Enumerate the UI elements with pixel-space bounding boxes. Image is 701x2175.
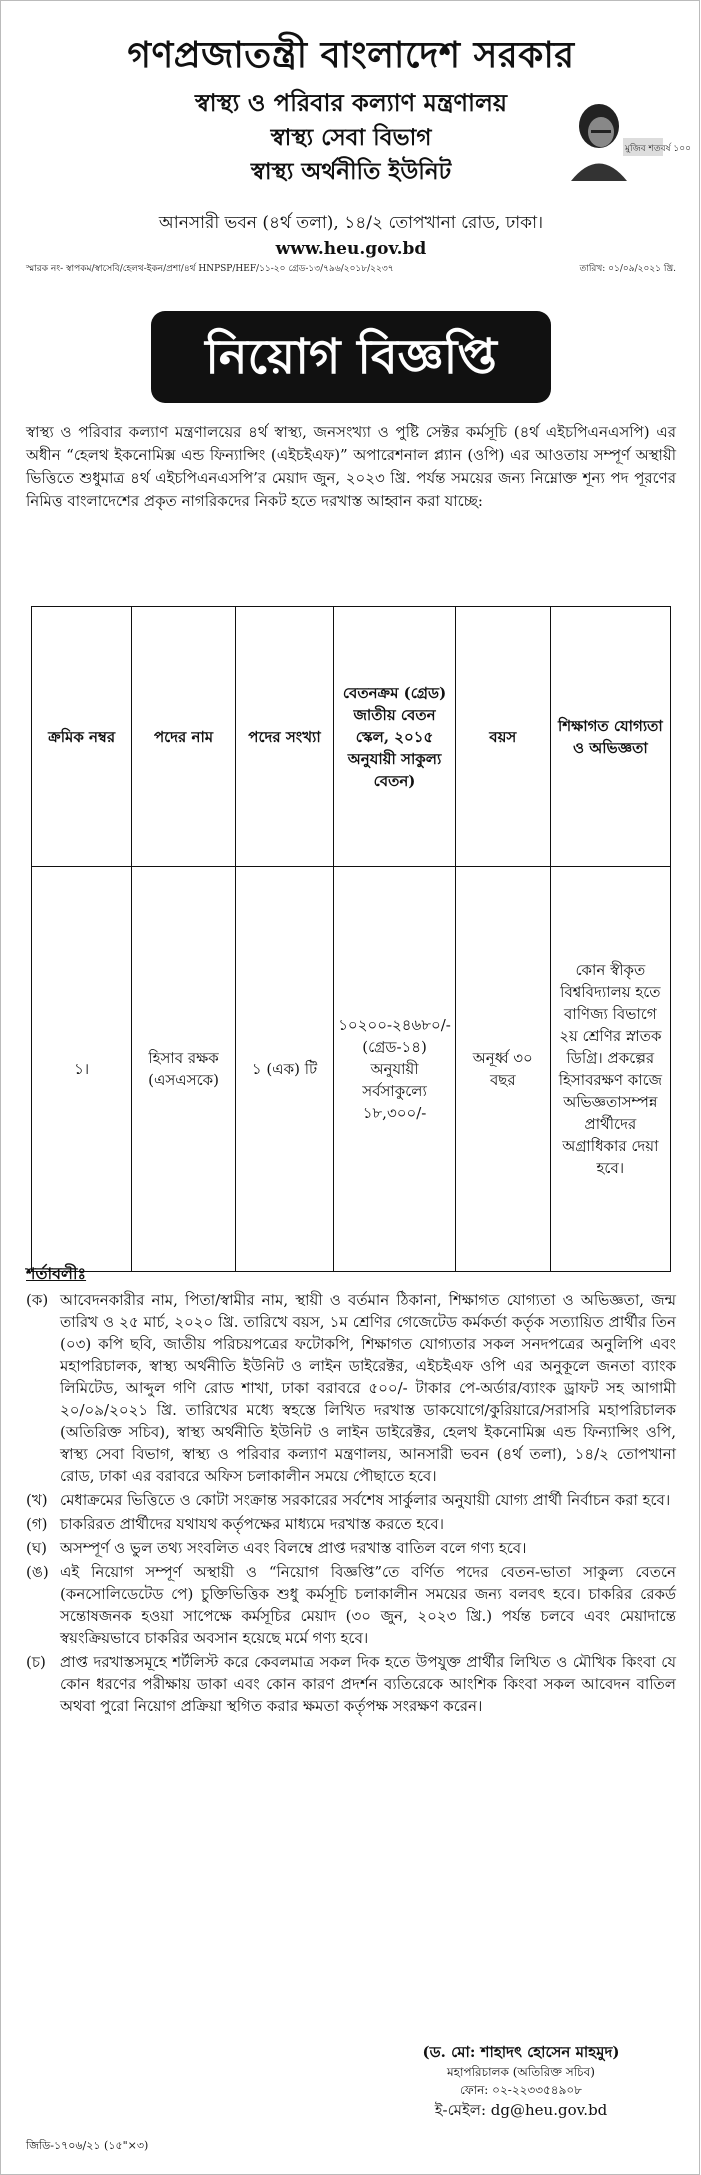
- header-qualification: শিক্ষাগত যোগ্যতা ও অভিজ্ঞতা: [550, 607, 670, 867]
- signatory-designation: মহাপরিচালক (অতিরিক্ত সচিব): [447, 2065, 595, 2079]
- cell-age: অনূর্ধ্ব ৩০ বছর: [455, 867, 550, 1272]
- header-count: পদের সংখ্যা: [235, 607, 333, 867]
- table-row: [32, 867, 671, 1272]
- cell-salary: ১০২০০-২৪৬৮০/- (গ্রেড-১৪) অনুযায়ী সর্বসাকুল্যে ১৮,৩০০/-: [334, 867, 456, 1272]
- header-serial: ক্রমিক নম্বর: [32, 607, 132, 867]
- term-item: [26, 1489, 676, 1511]
- unit-name: স্বাস্থ্য অর্থনীতি ইউনিট: [250, 158, 452, 185]
- term-key: (ঘ): [26, 1539, 47, 1557]
- signatory-email[interactable]: ই-মেইল: dg@heu.gov.bd: [434, 2101, 608, 2119]
- term-text: অসম্পূর্ণ ও ভুল তথ্য সংবলিত এবং বিলম্বে প্রাপ্ত দরখাস্ত বাতিল বলে গণ্য হবে।: [60, 1539, 527, 1557]
- term-key: (খ): [26, 1491, 48, 1509]
- footer-code: জিডি-১৭০৬/২১ (১৫"×৩): [26, 2139, 149, 2152]
- term-key: (ক): [26, 1291, 49, 1309]
- term-item: [26, 1289, 676, 1487]
- vacancy-table: [31, 606, 671, 1272]
- cell-count: ১ (এক) টি: [235, 867, 333, 1272]
- office-address: আনসারী ভবন (৪র্থ তলা), ১৪/২ তোপখানা রোড, ঢাকা।: [158, 213, 544, 233]
- term-item: [26, 1651, 676, 1717]
- term-text: প্রাপ্ত দরখাস্তসমূহে শর্টলিস্ট করে কেবলমাত্র সকল দিক হতে উপযুক্ত প্রার্থীর লিখিত ও মৌখিক কিংবা যে কোন ধরণের পরীক্ষায় ডাকা এবং কোন কারণ প্রদর্শন ব্যতিরেকে আংশিক কিংবা সকল আবেদন বাতিল অথবা পুরো নিয়োগ প্রক্রিয়া স্থগিত করার ক্ষমতা কর্তৃপক্ষ সংরক্ষণ করেন।: [60, 1653, 676, 1715]
- term-key: (চ): [26, 1653, 46, 1671]
- cell-serial: ১।: [32, 867, 132, 1272]
- notice-title: নিয়োগ বিজ্ঞপ্তি: [151, 311, 551, 403]
- cell-post: হিসাব রক্ষক (এসএসকে): [132, 867, 236, 1272]
- cell-qualification: কোন স্বীকৃত বিশ্ববিদ্যালয় হতে বাণিজ্য বিভাগে ২য় শ্রেণির স্নাতক ডিগ্রি। প্রকল্পের হিসাবরক্ষণ কাজে অভিজ্ঞতাসম্পন্ন প্রার্থীদের অগ্রাধিকার দেয়া হবে।: [550, 867, 670, 1272]
- memo-date: তারিখ: ০১/০৯/২০২১ খ্রি.: [579, 264, 676, 274]
- term-item: [26, 1513, 676, 1535]
- signatory-name: (ড. মো: শাহাদৎ হোসেন মাহমুদ): [422, 2043, 620, 2061]
- term-text: আবেদনকারীর নাম, পিতা/স্বামীর নাম, স্থায়ী ও বর্তমান ঠিকানা, শিক্ষাগত যোগ্যতা ও অভিজ্ঞতা, জন্ম তারিখ ও ২৫ মার্চ, ২০২০ খ্রি. তারিখে বয়স, ১ম শ্রেণির গেজেটেড কর্মকর্তা কর্তৃক সত্যায়িত প্রার্থীর তিন (০৩) কপি ছবি, জাতীয় পরিচয়পত্রের ফটোকপি, শিক্ষাগত যোগ্যতার সকল সনদপত্রের অনুলিপি এবং মহাপরিচালক, স্বাস্থ্য অর্থনীতি ইউনিট ও লাইন ডাইরেক্টর, এইচইএফ ওপি এর অনুকূলে জনতা ব্যাংক লিমিটেড, আব্দুল গণি রোড শাখা, ঢাকা বরাবরে ৫০০/- টাকার পে-অর্ডার/ব্যাংক ড্রাফট সহ আগামী ২০/০৯/২০২১ খ্রি. তারিখের মধ্যে স্বহস্তে লিখিত দরখাস্ত ডাকযোগে/কুরিয়ারে/সরাসরি মহাপরিচালক (অতিরিক্ত সচিব), স্বাস্থ্য অর্থনীতি ইউনিট ও লাইন ডাইরেক্টর, হেলথ ইকনোমিক্স এন্ড ফিন্যান্সিং ওপি, স্বাস্থ্য সেবা বিভাগ, স্বাস্থ্য ও পরিবার কল্যাণ মন্ত্রণালয়, আনসারী ভবন (৪র্থ তলা), ১৪/২ তোপখানা রোড, ঢাকা এর বরাবরে অফিস চলাকালীন সময়ে পৌছাতে হবে।: [60, 1291, 676, 1485]
- terms-title: শর্তাবলীঃ: [26, 1264, 87, 1283]
- header-age: বয়স: [455, 607, 550, 867]
- header-post: পদের নাম: [132, 607, 236, 867]
- signatory-phone: ফোন: ০২-২২৩৩৫৪৯০৮: [460, 2083, 582, 2097]
- term-text: মেধাক্রমের ভিত্তিতে ও কোটা সংক্রান্ত সরকারের সর্বশেষ সার্কুলার অনুযায়ী যোগ্য প্রার্থী নির্বাচন করা হবে।: [60, 1491, 671, 1509]
- term-text: এই নিয়োগ সম্পূর্ণ অস্থায়ী ও “নিয়োগ বিজ্ঞপ্তি”তে বর্ণিত পদের বেতন-ভাতা সাকুল্য বেতনে (কনসোলিডেটেড পে) চুক্তিভিত্তিক শুধু কর্মসূচি চলাকালীন সময়ের জন্য বলবৎ হবে। চাকরির রেকর্ড সন্তোষজনক হওয়া সাপেক্ষে কর্মসূচির মেয়াদ (৩০ জুন, ২০২৩ খ্রি.) পর্যন্ত চলবে এবং মেয়াদান্তে স্বয়ংক্রিয়ভাবে চাকরির অবসান হয়েছে মর্মে গণ্য হবে।: [60, 1563, 676, 1647]
- intro-paragraph: স্বাস্থ্য ও পরিবার কল্যাণ মন্ত্রণালয়ের ৪র্থ স্বাস্থ্য, জনসংখ্যা ও পুষ্টি সেক্টর কর্মসূচি (৪র্থ এইচপিএনএসপি) এর অধীন “হেলথ ইকনোমিক্স এন্ড ফিন্যান্সিং (এইচইএফ)” অপারেশনাল প্ল্যান (ওপি) এর আওতায় সম্পূর্ণ অস্থায়ী ভিত্তিতে শুধুমাত্র ৪র্থ এইচপিএনএসপি’র মেয়াদ জুন, ২০২৩ খ্রি. পর্যন্ত সময়ের জন্য নিম্নোক্ত শূন্য পদ পূরণের নিমিত্ত বাংলাদেশের প্রকৃত নাগরিকদের নিকট হতে দরখাস্ত আহ্বান করা যাচ্ছে:: [26, 423, 676, 510]
- term-text: চাকরিরত প্রার্থীদের যথাযথ কর্তৃপক্ষের মাধ্যমে দরখাস্ত করতে হবে।: [60, 1515, 445, 1533]
- term-item: [26, 1561, 676, 1649]
- division-name: স্বাস্থ্য সেবা বিভাগ: [270, 124, 432, 151]
- header-salary: বেতনক্রম (গ্রেড) জাতীয় বেতন স্কেল, ২০১৫ অনুযায়ী সাকুল্য বেতন): [334, 607, 456, 867]
- government-name: গণপ্রজাতন্ত্রী বাংলাদেশ সরকার: [127, 34, 575, 76]
- website-link[interactable]: www.heu.gov.bd: [275, 239, 427, 259]
- mujib-portrait-logo: [561, 96, 691, 181]
- memo-number: স্মারক নং- স্বাপকম/স্বাসেবি/হেলথ-ইকন/প্রশা/৪র্থ HNPSP/HEF/১১-২০ গ্রেড-১৩/৭৯৬/২০১৮/২২৩৭: [26, 264, 394, 274]
- term-item: [26, 1537, 676, 1559]
- signature-block: [371, 2041, 671, 2121]
- memo-row: [26, 263, 676, 275]
- portrait-badge-text: মুজিব শতবর্ষ ১০০: [625, 144, 691, 154]
- term-key: (ঙ): [26, 1563, 49, 1581]
- ministry-name: স্বাস্থ্য ও পরিবার কল্যাণ মন্ত্রণালয়: [195, 88, 507, 117]
- table-header-row: [32, 607, 671, 867]
- term-key: (গ): [26, 1515, 48, 1533]
- terms-section: [26, 1263, 676, 1719]
